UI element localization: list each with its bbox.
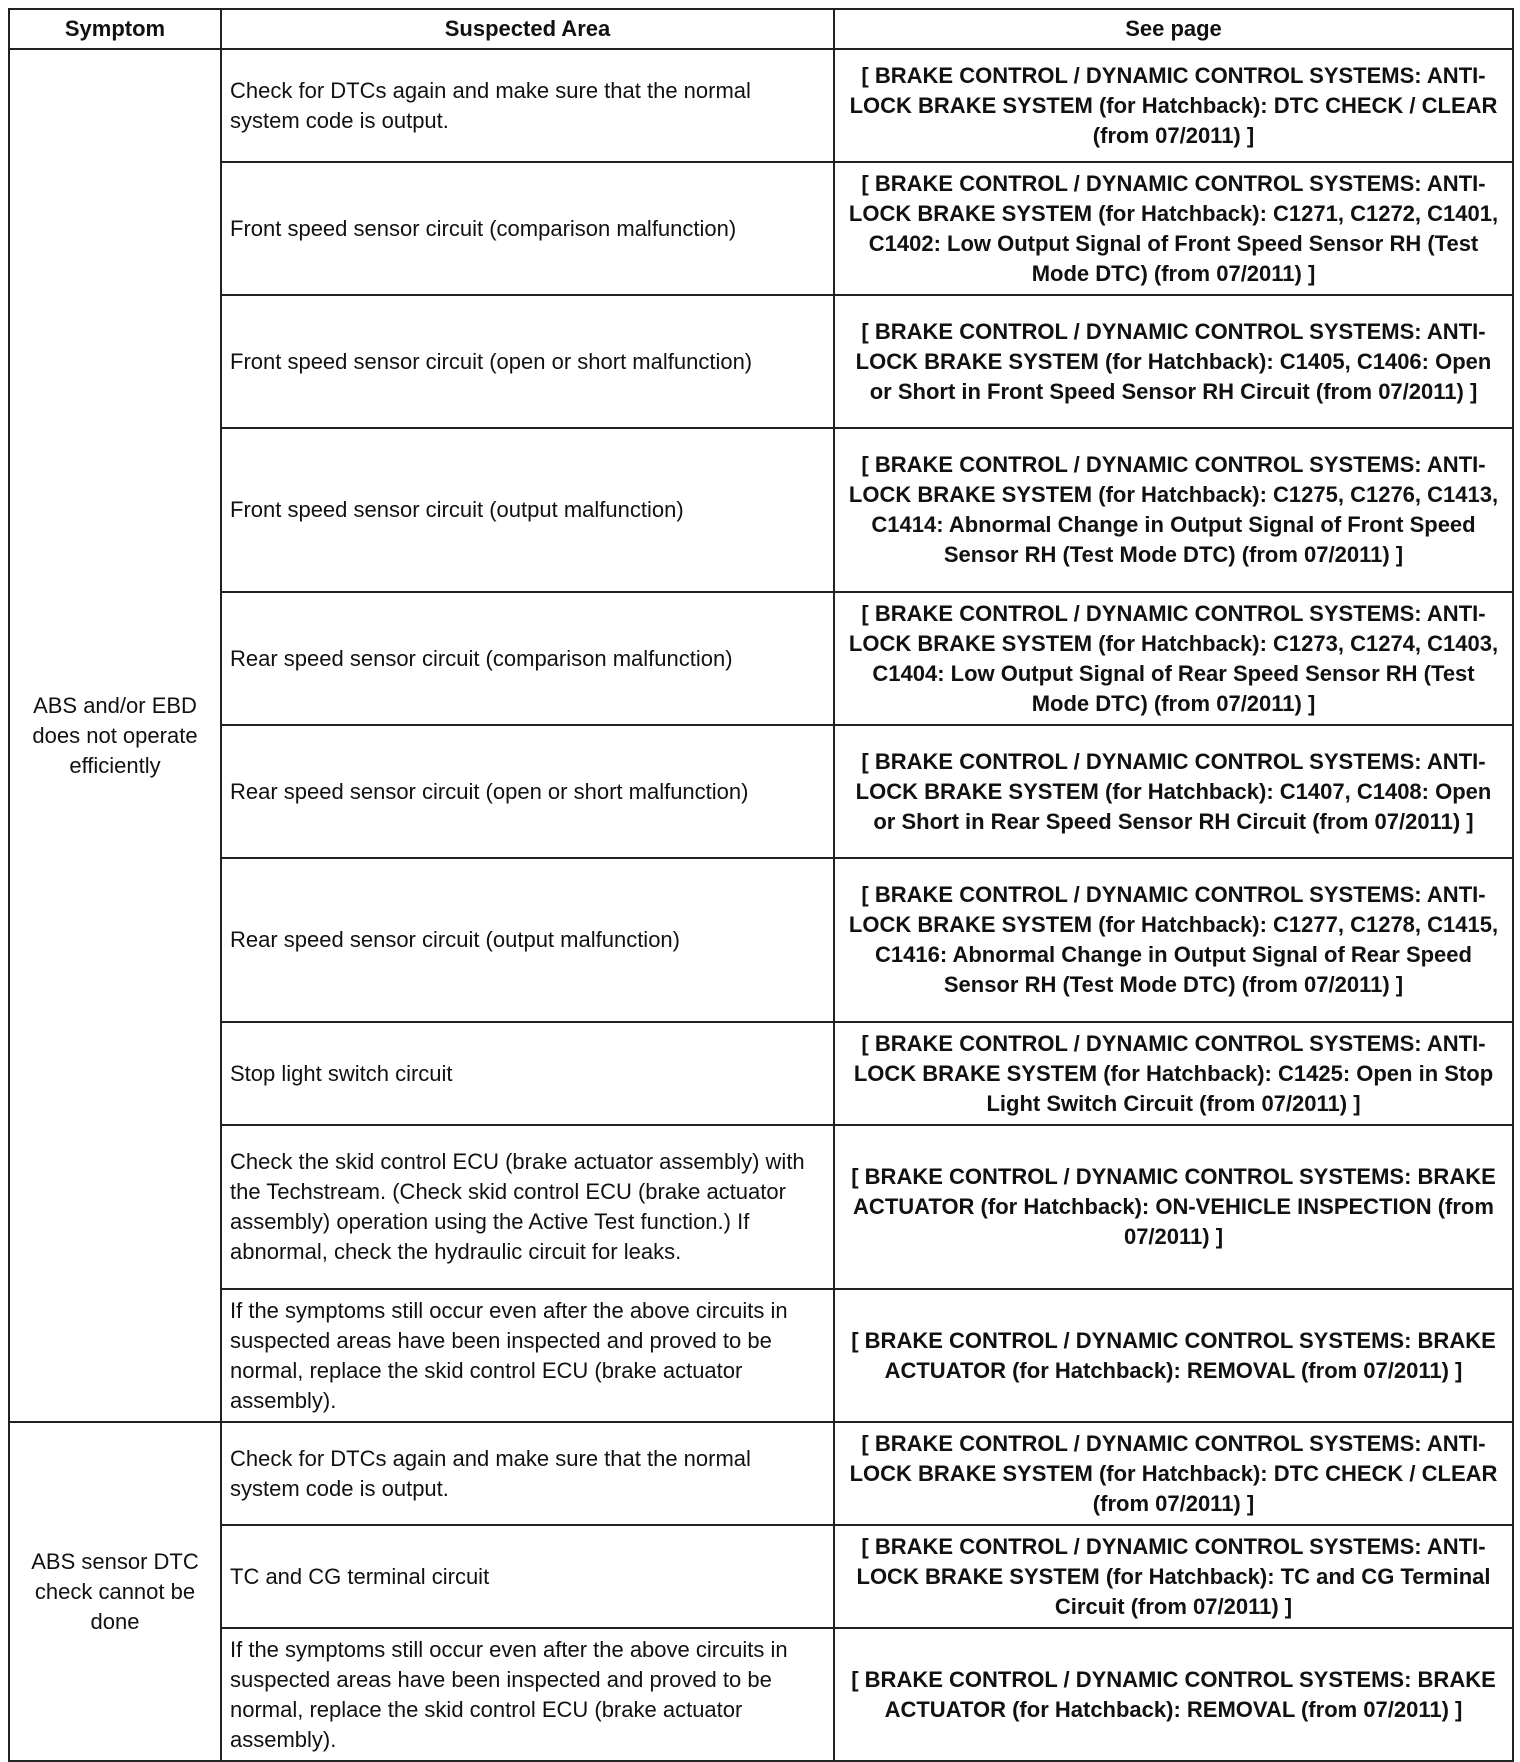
table-row [9,725,1513,858]
table-row [9,1525,1513,1628]
header-row [9,9,1513,49]
suspected-area-cell: TC and CG terminal circuit [221,1525,834,1628]
see-page-reference: [ BRAKE CONTROL / DYNAMIC CONTROL SYSTEMS: ANTI-LOCK BRAKE SYSTEM (for Hatchback): C1277, C1278, C1415, C1416: Abnormal Change in Output Signal of Rear Speed Sensor RH (Test Mode DTC) (from 07/2011) ] [834,858,1513,1022]
see-page-reference: [ BRAKE CONTROL / DYNAMIC CONTROL SYSTEMS: BRAKE ACTUATOR (for Hatchback): ON-VEHICLE INSPECTION (from 07/2011) ] [834,1125,1513,1289]
see-page-reference: [ BRAKE CONTROL / DYNAMIC CONTROL SYSTEMS: ANTI-LOCK BRAKE SYSTEM (for Hatchback): C1273, C1274, C1403, C1404: Low Output Signal of Rear Speed Sensor RH (Test Mode DTC) (from 07/2011) ] [834,592,1513,725]
see-page-reference: [ BRAKE CONTROL / DYNAMIC CONTROL SYSTEMS: ANTI-LOCK BRAKE SYSTEM (for Hatchback): C1271, C1272, C1401, C1402: Low Output Signal of Front Speed Sensor RH (Test Mode DTC) (from 07/2011) ] [834,162,1513,295]
see-page-reference: [ BRAKE CONTROL / DYNAMIC CONTROL SYSTEMS: ANTI-LOCK BRAKE SYSTEM (for Hatchback): DTC CHECK / CLEAR (from 07/2011) ] [834,1422,1513,1525]
table-row [9,49,1513,162]
see-page-reference: [ BRAKE CONTROL / DYNAMIC CONTROL SYSTEMS: ANTI-LOCK BRAKE SYSTEM (for Hatchback): TC and CG Terminal Circuit (from 07/2011) ] [834,1525,1513,1628]
suspected-area-cell: Rear speed sensor circuit (open or short malfunction) [221,725,834,858]
suspected-area-column-header: Suspected Area [221,9,834,49]
see-page-reference: [ BRAKE CONTROL / DYNAMIC CONTROL SYSTEMS: ANTI-LOCK BRAKE SYSTEM (for Hatchback): DTC CHECK / CLEAR (from 07/2011) ] [834,49,1513,162]
suspected-area-cell: Front speed sensor circuit (open or short malfunction) [221,295,834,428]
see-page-reference: [ BRAKE CONTROL / DYNAMIC CONTROL SYSTEMS: BRAKE ACTUATOR (for Hatchback): REMOVAL (from 07/2011) ] [834,1289,1513,1422]
see-page-reference: [ BRAKE CONTROL / DYNAMIC CONTROL SYSTEMS: ANTI-LOCK BRAKE SYSTEM (for Hatchback): C1275, C1276, C1413, C1414: Abnormal Change in Output Signal of Front Speed Sensor RH (Test Mode DTC) (from 07/2011) ] [834,428,1513,592]
suspected-area-cell: If the symptoms still occur even after the above circuits in suspected areas have been inspected and proved to be normal, replace the skid control ECU (brake actuator assembly). [221,1628,834,1761]
see-page-column-header: See page [834,9,1513,49]
suspected-area-cell: Check for DTCs again and make sure that the normal system code is output. [221,49,834,162]
table-row [9,1422,1513,1525]
table-row [9,428,1513,592]
suspected-area-cell: Front speed sensor circuit (comparison malfunction) [221,162,834,295]
suspected-area-cell: If the symptoms still occur even after the above circuits in suspected areas have been inspected and proved to be normal, replace the skid control ECU (brake actuator assembly). [221,1289,834,1422]
table-row [9,592,1513,725]
table-row [9,1125,1513,1289]
table-row [9,858,1513,1022]
table-row [9,162,1513,295]
table-row [9,1289,1513,1422]
suspected-area-cell: Front speed sensor circuit (output malfunction) [221,428,834,592]
suspected-area-cell: Check the skid control ECU (brake actuator assembly) with the Techstream. (Check skid control ECU (brake actuator assembly) operation using the Active Test function.) If abnormal, check the hydraulic circuit for leaks. [221,1125,834,1289]
suspected-area-cell: Rear speed sensor circuit (comparison malfunction) [221,592,834,725]
suspected-area-cell: Stop light switch circuit [221,1022,834,1125]
see-page-reference: [ BRAKE CONTROL / DYNAMIC CONTROL SYSTEMS: ANTI-LOCK BRAKE SYSTEM (for Hatchback): C1425: Open in Stop Light Switch Circuit (from 07/2011) ] [834,1022,1513,1125]
symptom-cell: ABS sensor DTC check cannot be done [9,1422,221,1761]
suspected-area-cell: Rear speed sensor circuit (output malfunction) [221,858,834,1022]
see-page-reference: [ BRAKE CONTROL / DYNAMIC CONTROL SYSTEMS: BRAKE ACTUATOR (for Hatchback): REMOVAL (from 07/2011) ] [834,1628,1513,1761]
symptom-cell: ABS and/or EBD does not operate efficiently [9,49,221,1422]
symptom-column-header: Symptom [9,9,221,49]
problem-symptoms-table [8,8,1514,1762]
suspected-area-cell: Check for DTCs again and make sure that the normal system code is output. [221,1422,834,1525]
table-row [9,1628,1513,1761]
see-page-reference: [ BRAKE CONTROL / DYNAMIC CONTROL SYSTEMS: ANTI-LOCK BRAKE SYSTEM (for Hatchback): C1407, C1408: Open or Short in Rear Speed Sensor RH Circuit (from 07/2011) ] [834,725,1513,858]
table-row [9,1022,1513,1125]
table-row [9,295,1513,428]
problem-symptoms-table-page [8,8,1512,1762]
see-page-reference: [ BRAKE CONTROL / DYNAMIC CONTROL SYSTEMS: ANTI-LOCK BRAKE SYSTEM (for Hatchback): C1405, C1406: Open or Short in Front Speed Sensor RH Circuit (from 07/2011) ] [834,295,1513,428]
